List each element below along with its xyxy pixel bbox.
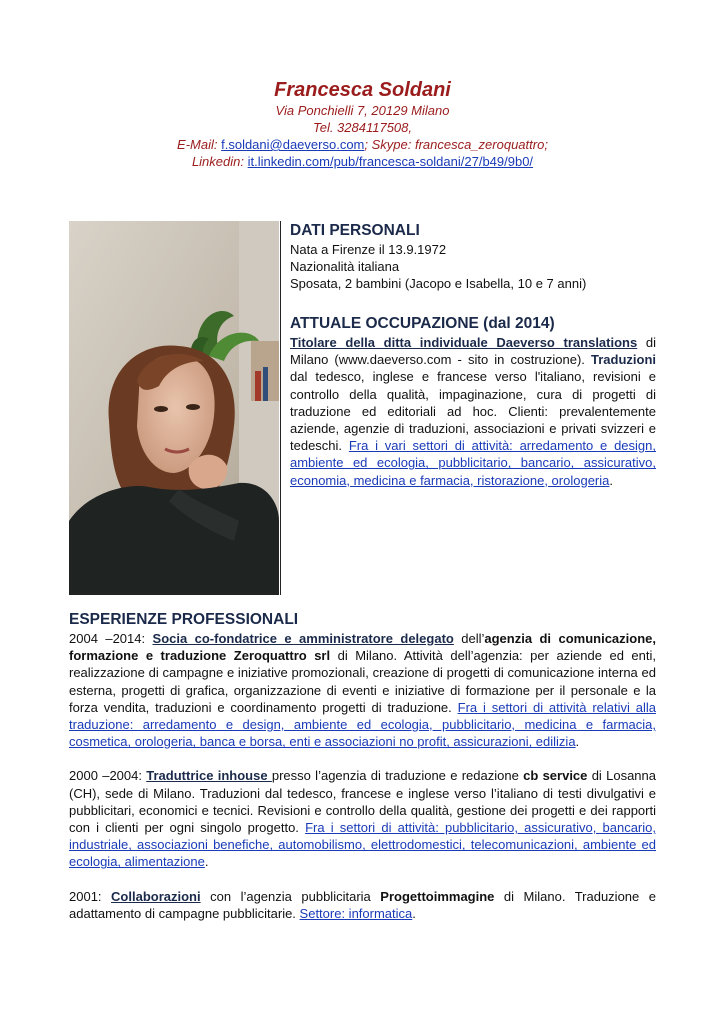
occupation-heading: ATTUALE OCCUPAZIONE (dal 2014): [290, 315, 555, 332]
job2-period: 2000 –2004:: [69, 768, 147, 784]
job3-t2: di Milano. Traduzione e adattamento di campagne pubblicitarie.: [69, 888, 656, 921]
job3-company: Progettoimmagine: [380, 888, 495, 904]
job-entry-3: [69, 888, 656, 922]
phone: Tel. 3284117508,: [312, 120, 413, 135]
occupation-role: Titolare della ditta individuale Daeverso translations: [290, 335, 638, 350]
occupation-translations: Traduzioni: [591, 352, 656, 368]
job-entry-2: [69, 767, 656, 870]
job2-sectors: Fra i settori di attività: pubblicitario, assicurativo, bancario, industriale, associazioni benefiche, automobilismo, elettrodomestici, telecomunicazioni, ambiente ed ecologia, alimentazione: [69, 820, 656, 870]
linkedin-line: [0, 153, 725, 170]
occupation-t2: dal tedesco, inglese e francese verso l'italiano, revisioni e controllo della qualità, impaginazione, cura di progetti di traduzione ed editoriali ad hoc. Clienti: prevalentemente aziende, agenzie di traduzioni, associazioni e privati svizzeri e tedeschi.: [290, 369, 656, 454]
job3-period: 2001:: [69, 888, 112, 904]
occupation-t1: di Milano (www.daeverso.com - sito in costruzione).: [290, 335, 656, 368]
job3-role: Collaborazioni: [111, 888, 201, 904]
nationality: Nazionalità italiana: [290, 259, 400, 274]
job-entry-1: [69, 630, 656, 750]
email-link[interactable]: f.soldani@daeverso.com: [221, 137, 365, 152]
job2-company: cb service: [523, 768, 588, 784]
job2-t1: presso l’agenzia di traduzione e redazione: [271, 768, 524, 784]
occupation-sectors: Fra i vari settori di attività: arredamento e design, ambiente ed ecologia, pubblicitario, bancario, assicurativo, economia, medicina e farmacia, ristorazione, orologeria: [290, 438, 656, 488]
occupation-text: [290, 334, 656, 489]
linkedin-label: Linkedin:: [191, 154, 248, 169]
job1-company: agenzia di comunicazione, formazione e traduzione Zeroquattro srl: [69, 631, 656, 664]
experience-heading: ESPERIENZE PROFESSIONALI: [69, 611, 299, 628]
vertical-divider: [280, 221, 281, 595]
job2-role: Traduttrice inhouse: [146, 768, 272, 784]
skype: ; Skype: francesca_zeroquattro;: [364, 137, 548, 152]
job3-sectors: Settore: informatica: [299, 905, 413, 921]
job1-period: 2004 –2014:: [69, 631, 153, 646]
personal-data-heading: DATI PERSONALI: [290, 222, 420, 239]
job2-t2: di Losanna (CH), sede di Milano. Traduzioni dal tedesco, francese e inglese verso l’italiano di testi divulgativi e pubblicitari, economici e tecnici. Revisioni e controllo della qualità, gestione dei progetti e dei rapporti con i clienti per ogni singolo progetto.: [69, 768, 656, 836]
job2-end: .: [204, 854, 209, 870]
job1-end: .: [575, 734, 580, 750]
occupation-end: .: [609, 472, 614, 488]
job1-t2: di Milano. Attività dell’agenzia: per aziende ed enti, realizzazione di campagne e iniziative promozionali, creazione di progetti di comunicazione interna ed esterna, progetti di grafica, organizzazione di eventi e iniziative di formazione per il personale e la forza vendita, traduzioni e coordinamento progetti di traduzione.: [69, 648, 656, 715]
job1-sectors: Fra i settori di attività relativi alla traduzione: arredamento e design, ambiente ed ecologia, pubblicitario, medicina e farmacia, cosmetica, orologeria, banca e borsa, enti e associazioni no profit, assicurazioni, edilizia: [69, 699, 656, 750]
profile-photo: [69, 221, 279, 595]
family: Sposata, 2 bambini (Jacopo e Isabella, 10 e 7 anni): [290, 276, 587, 291]
job1-role: Socia co-fondatrice e amministratore delegato: [152, 631, 454, 646]
birth: Nata a Firenze il 13.9.1972: [290, 242, 447, 257]
job1-t1: dell’: [453, 631, 485, 646]
job3-t1: con l’agenzia pubblicitaria: [200, 888, 381, 904]
linkedin-link[interactable]: it.linkedin.com/pub/francesca-soldani/27/b49/9b0/: [247, 154, 534, 169]
contact-line: [0, 136, 725, 153]
person-name: Francesca Soldani: [274, 79, 451, 101]
job3-end: .: [412, 905, 416, 921]
cv-header: [0, 78, 725, 170]
address: Via Ponchielli 7, 20129 Milano: [275, 103, 450, 118]
email-label: E-Mail:: [177, 137, 222, 152]
experience-section: [69, 610, 656, 922]
right-column: [290, 221, 656, 489]
